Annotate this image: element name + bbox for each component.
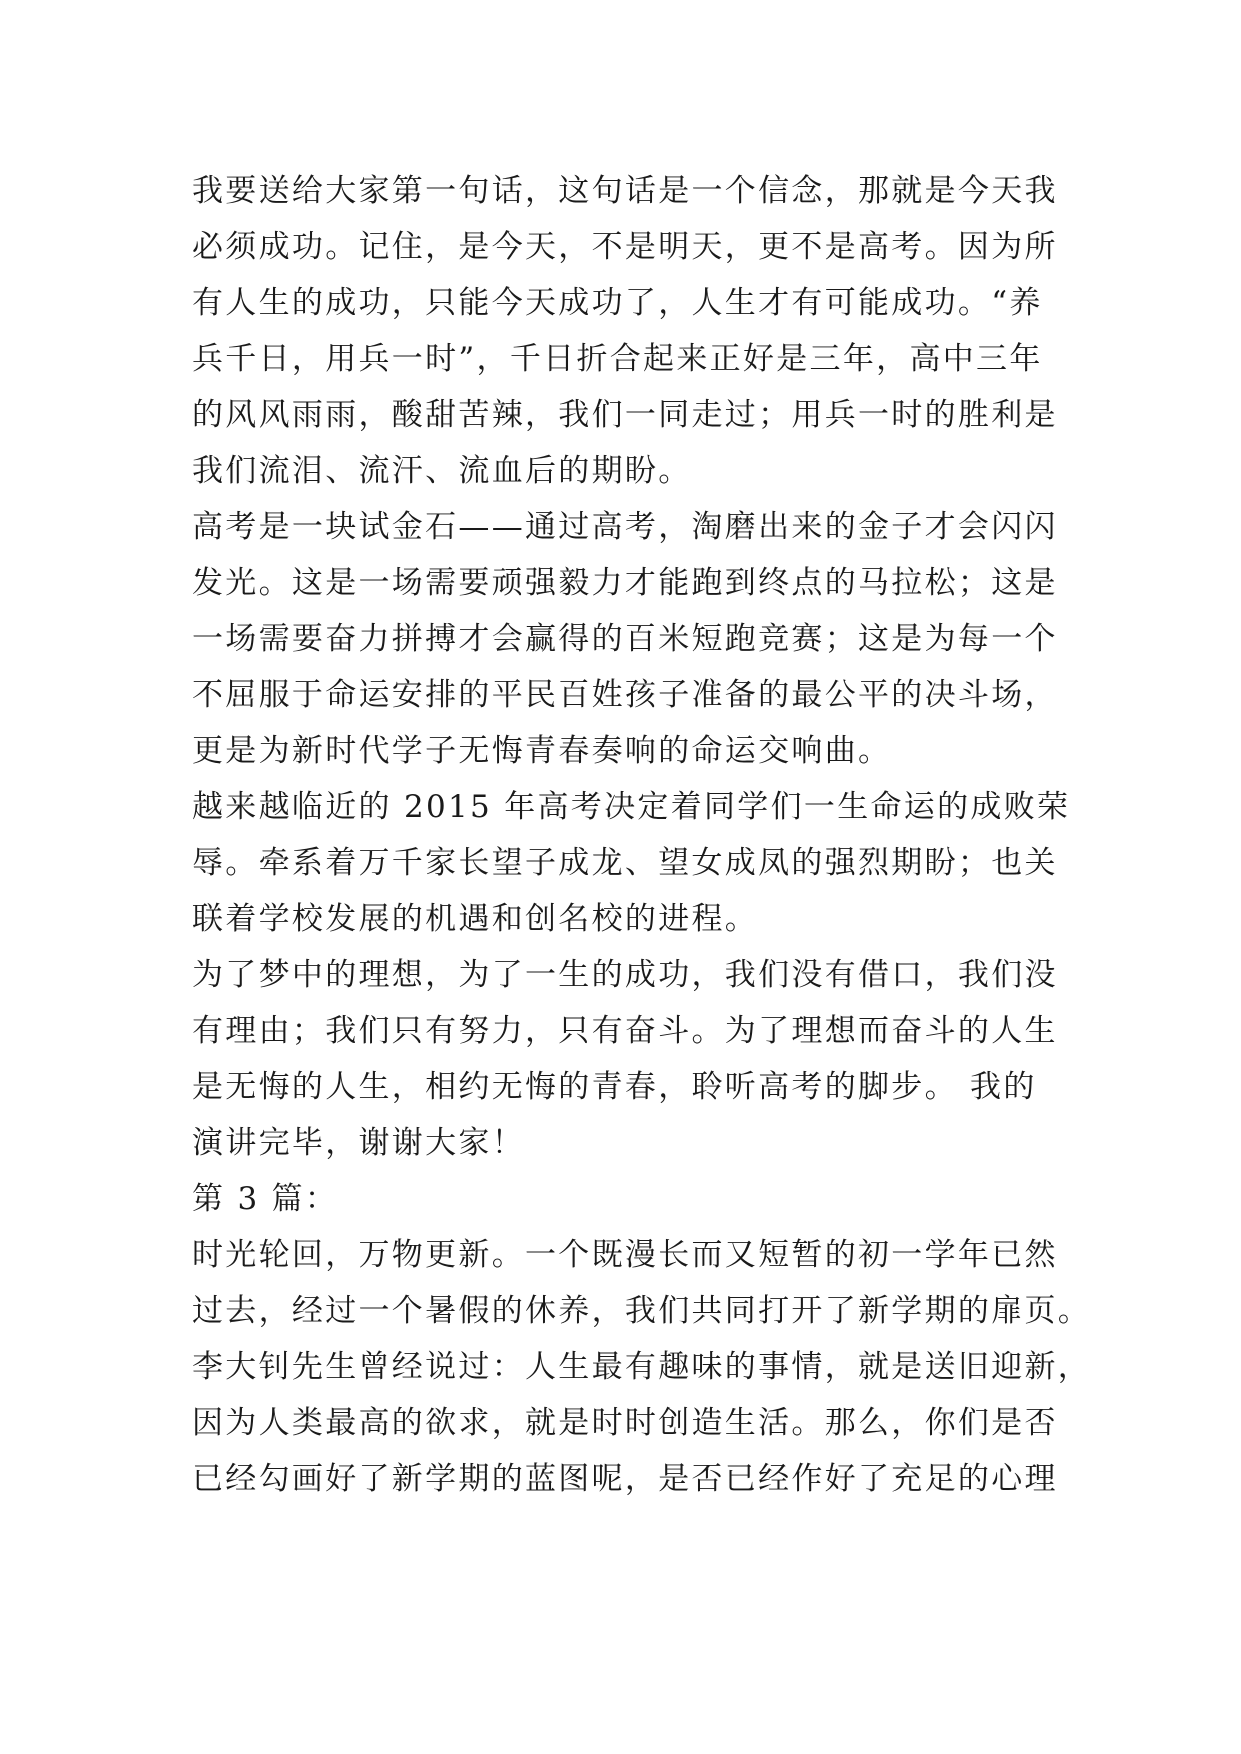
text-line: 越来越临近的 2015 年高考决定着同学们一生命运的成败荣 — [192, 789, 1071, 825]
text-line: 兵千日，用兵一时”，千日折合起来正好是三年，高中三年 — [192, 341, 1043, 377]
text-line: 的风风雨雨，酸甜苦辣，我们一同走过；用兵一时的胜利是 — [192, 397, 1058, 433]
text-line: 发光。这是一场需要顽强毅力才能跑到终点的马拉松；这是 — [192, 565, 1058, 601]
text-line: 联着学校发展的机遇和创名校的进程。 — [192, 901, 759, 937]
text-line: 有人生的成功，只能今天成功了，人生才有可能成功。“养 — [192, 285, 1043, 321]
text-line: 一场需要奋力拼搏才会赢得的百米短跑竞赛；这是为每一个 — [192, 621, 1058, 657]
text-line: 有理由；我们只有努力，只有奋斗。为了理想而奋斗的人生 — [192, 1013, 1058, 1049]
text-line: 必须成功。记住，是今天，不是明天，更不是高考。因为所 — [192, 229, 1058, 265]
body-text — [192, 163, 1092, 1507]
text-line: 是无悔的人生，相约无悔的青春，聆听高考的脚步。 我的 — [192, 1069, 1037, 1105]
text-line: 更是为新时代学子无悔青春奏响的命运交响曲。 — [192, 733, 892, 769]
text-line: 过去，经过一个暑假的休养，我们共同打开了新学期的扉页。 — [192, 1293, 1092, 1329]
text-line: 时光轮回，万物更新。一个既漫长而又短暂的初一学年已然 — [192, 1237, 1058, 1273]
section-heading: 第 3 篇： — [192, 1181, 339, 1217]
text-line: 因为人类最高的欲求，就是时时创造生活。那么，你们是否 — [192, 1405, 1058, 1441]
text-line: 不屈服于命运安排的平民百姓孩子准备的最公平的决斗场， — [192, 677, 1058, 713]
text-line: 演讲完毕，谢谢大家！ — [192, 1125, 525, 1161]
text-line: 为了梦中的理想，为了一生的成功，我们没有借口，我们没 — [192, 957, 1058, 993]
text-line: 辱。牵系着万千家长望子成龙、望女成凤的强烈期盼；也关 — [192, 845, 1058, 881]
text-line: 李大钊先生曾经说过：人生最有趣味的事情，就是送旧迎新， — [192, 1349, 1092, 1385]
text-line: 已经勾画好了新学期的蓝图呢，是否已经作好了充足的心理 — [192, 1461, 1058, 1497]
text-line: 我要送给大家第一句话，这句话是一个信念，那就是今天我 — [192, 173, 1058, 209]
text-line: 我们流泪、流汗、流血后的期盼。 — [192, 453, 692, 489]
text-line: 高考是一块试金石——通过高考，淘磨出来的金子才会闪闪 — [192, 509, 1058, 545]
